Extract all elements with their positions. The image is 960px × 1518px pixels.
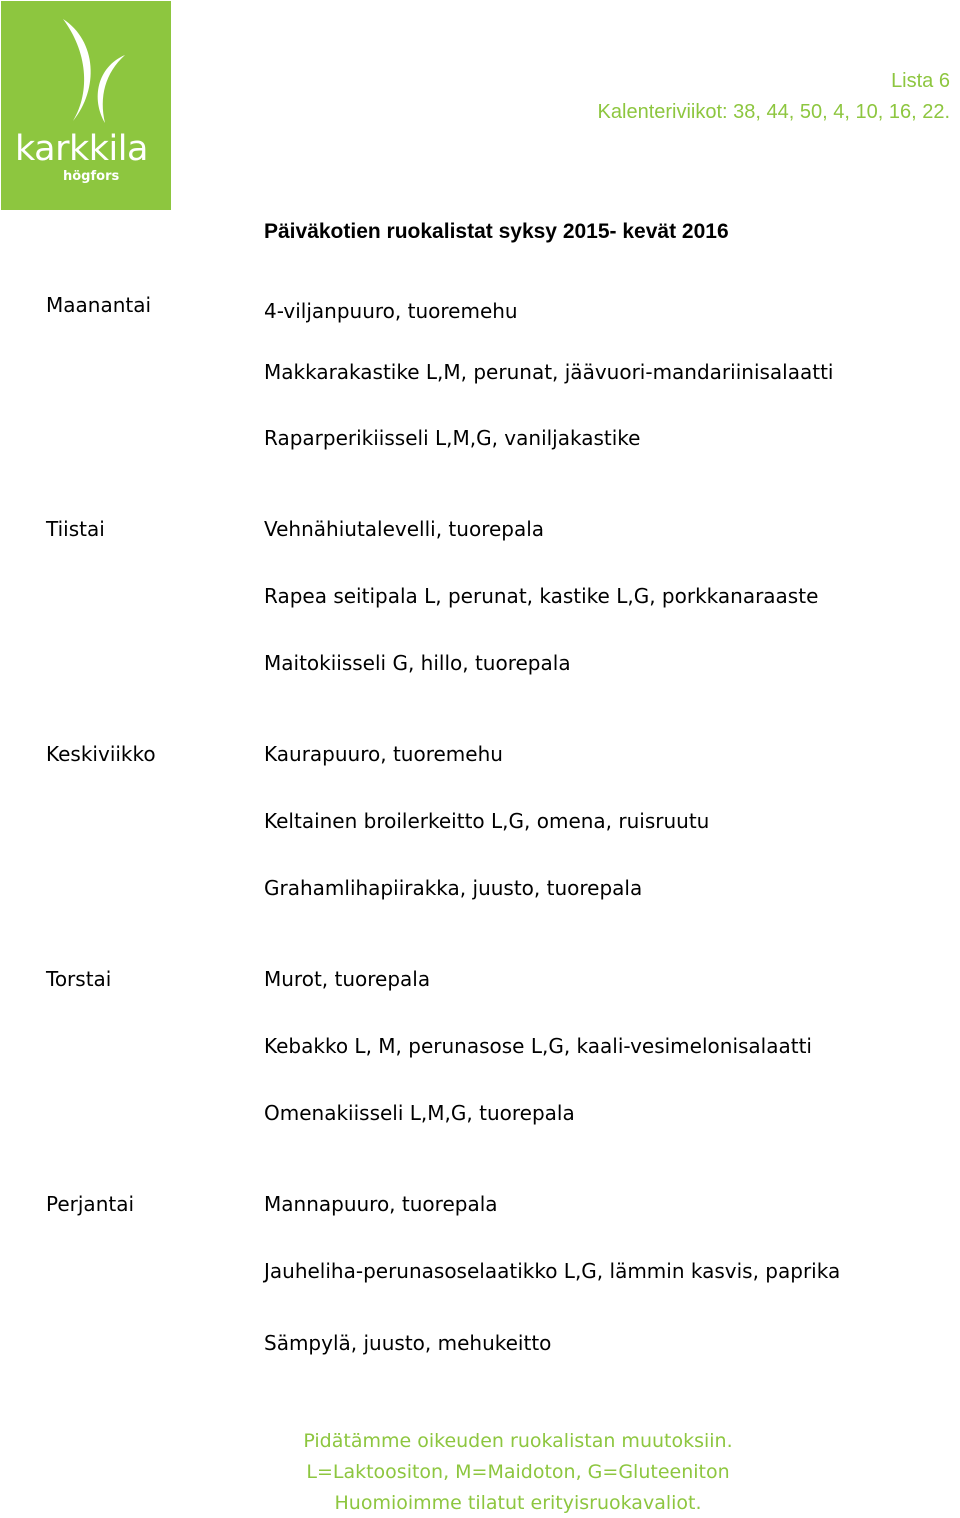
day-label-monday: Maanantai (46, 293, 152, 317)
header-info (598, 66, 950, 128)
meal-item: Murot, tuorepala (264, 967, 431, 991)
meal-item: Raparperikiisseli L,M,G, vaniljakastike (264, 426, 641, 450)
day-label-wednesday: Keskiviikko (46, 742, 156, 766)
meal-item: Keltainen broilerkeitto L,G, omena, ruisruutu (264, 809, 710, 833)
meal-item: Grahamlihapiirakka, juusto, tuorepala (264, 876, 643, 900)
meal-item: Makkarakastike L,M, perunat, jäävuori-mandariinisalaatti (264, 360, 834, 384)
meal-item: Maitokiisseli G, hillo, tuorepala (264, 651, 571, 675)
meal-item: Jauheliha-perunasoselaatikko L,G, lämmin kasvis, paprika (264, 1259, 841, 1283)
meal-item: Kebakko L, M, perunasose L,G, kaali-vesimelonisalaatti (264, 1034, 812, 1058)
footer-note: Huomioimme tilatut erityisruokavaliot. (334, 1492, 702, 1514)
footer-legend: L=Laktoositon, M=Maidoton, G=Gluteeniton (306, 1461, 730, 1483)
meal-item: Vehnähiutalevelli, tuorepala (264, 517, 545, 541)
footer-note: Pidätämme oikeuden ruokalistan muutoksiin. (303, 1430, 733, 1452)
meal-item: Rapea seitipala L, perunat, kastike L,G, porkkanaraaste (264, 584, 819, 608)
logo-subtitle: högfors (63, 169, 120, 184)
meal-item: Omenakiisseli L,M,G, tuorepala (264, 1101, 575, 1125)
list-label: Lista 6 (891, 70, 950, 92)
meal-item: Kaurapuuro, tuoremehu (264, 742, 503, 766)
calendar-weeks: Kalenteriviikot: 38, 44, 50, 4, 10, 16, 22. (597, 101, 950, 123)
day-label-thursday: Torstai (46, 967, 112, 991)
day-label-friday: Perjantai (46, 1192, 135, 1216)
meal-item: Mannapuuro, tuorepala (264, 1192, 498, 1216)
page-title: Päiväkotien ruokalistat syksy 2015- kevät 2016 (264, 220, 729, 243)
logo-name: karkkila (15, 129, 148, 169)
karkkila-logo (1, 1, 171, 210)
meal-item: 4-viljanpuuro, tuoremehu (264, 299, 518, 323)
meal-item: Sämpylä, juusto, mehukeitto (264, 1331, 552, 1355)
day-label-tuesday: Tiistai (46, 517, 105, 541)
